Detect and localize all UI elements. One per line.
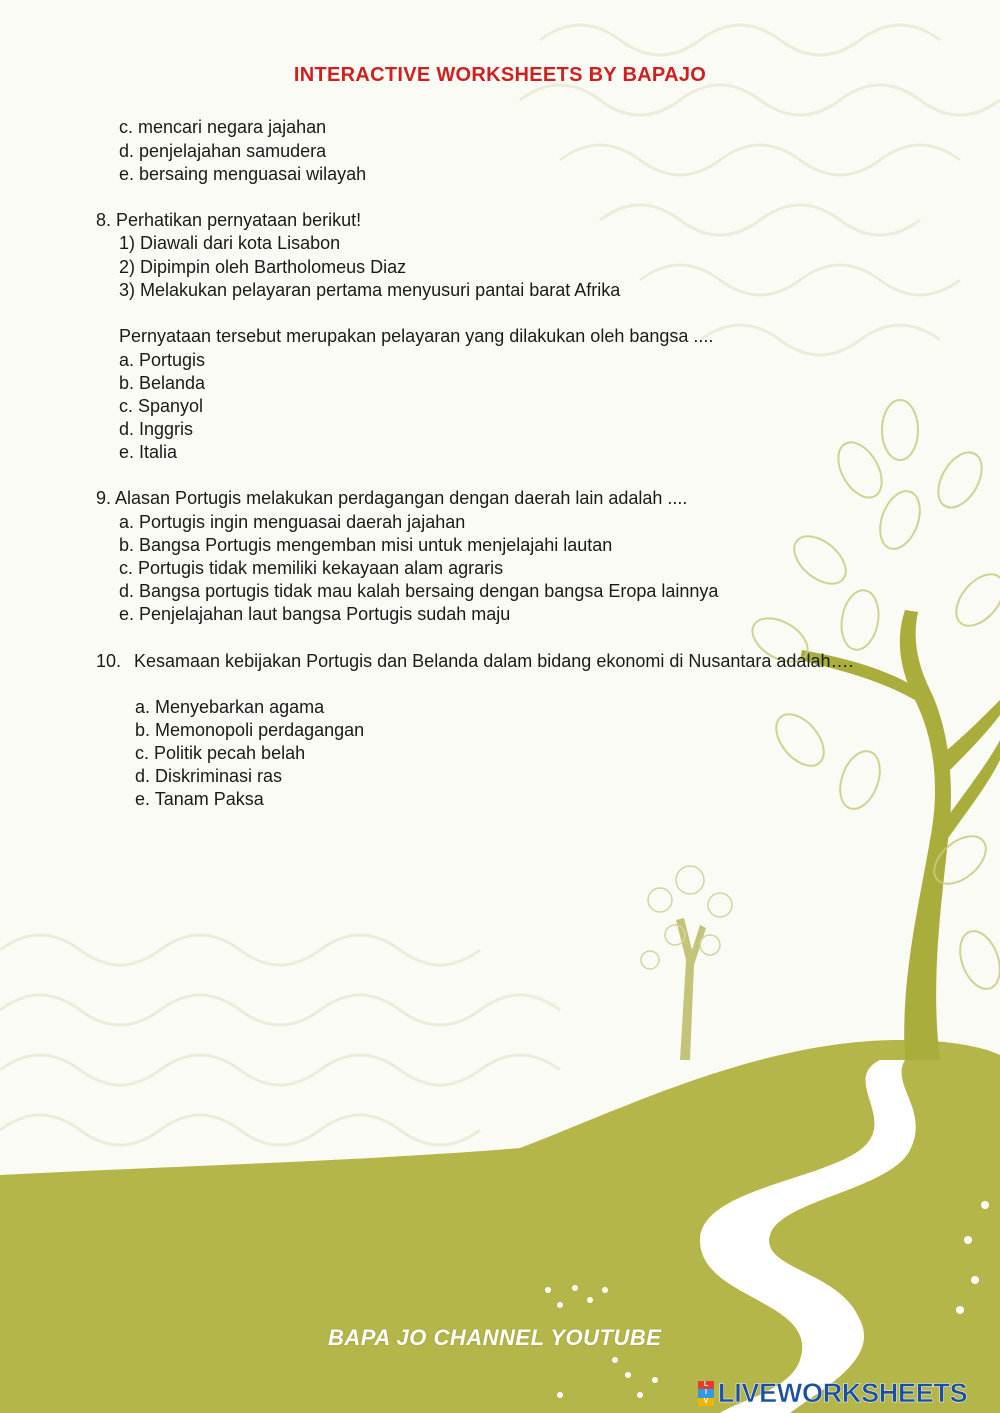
- q8-prompt: 8. Perhatikan pernyataan berikut!: [96, 210, 362, 230]
- q8-option-c: c. Spanyol: [119, 396, 204, 416]
- q7-option-e: e. bersaing menguasai wilayah: [119, 164, 367, 184]
- q9-option-b: b. Bangsa Portugis mengemban misi untuk menjelajahi lautan: [119, 535, 613, 555]
- worksheet-title: INTERACTIVE WORKSHEETS BY BAPAJO: [293, 64, 707, 86]
- channel-caption: BAPA JO CHANNEL YOUTUBE: [328, 1325, 662, 1350]
- q10-prompt: Kesamaan kebijakan Portugis dan Belanda dalam bidang ekonomi di Nusantara adalah….: [134, 651, 854, 671]
- q9-option-d: d. Bangsa portugis tidak mau kalah bersaing dengan bangsa Eropa lainnya: [119, 581, 719, 601]
- q10-option-b: b. Memonopoli perdagangan: [135, 720, 365, 740]
- q10-option-d: d. Diskriminasi ras: [135, 766, 283, 786]
- q8-statement-3: 3) Melakukan pelayaran pertama menyusuri pantai barat Afrika: [119, 280, 621, 300]
- q10-option-a: a. Menyebarkan agama: [135, 697, 325, 717]
- q8-statement-1: 1) Diawali dari kota Lisabon: [119, 233, 341, 253]
- q8-option-e: e. Italia: [119, 442, 178, 462]
- q8-option-d: d. Inggris: [119, 419, 194, 439]
- q8-statement-2: 2) Dipimpin oleh Bartholomeus Diaz: [119, 257, 407, 277]
- q8-option-b: b. Belanda: [119, 373, 206, 393]
- q8-option-a: a. Portugis: [119, 350, 206, 370]
- q7-option-d: d. penjelajahan samudera: [119, 141, 327, 161]
- q10-option-c: c. Politik pecah belah: [135, 743, 306, 763]
- liveworksheets-wordmark: LIVEWORKSHEETS: [718, 1378, 968, 1408]
- q9-option-a: a. Portugis ingin menguasai daerah jajahan: [119, 512, 466, 532]
- q10-option-e: e. Tanam Paksa: [135, 789, 264, 809]
- q8-question: Pernyataan tersebut merupakan pelayaran yang dilakukan oleh bangsa ....: [119, 326, 714, 346]
- big-tree-leaves: [745, 400, 1000, 994]
- q7-option-c: c. mencari negara jajahan: [119, 117, 327, 137]
- q9-prompt: 9. Alasan Portugis melakukan perdagangan dengan daerah lain adalah ....: [96, 488, 688, 508]
- q9-option-c: c. Portugis tidak memiliki kekayaan alam agraris: [119, 558, 504, 578]
- liveworksheets-badge-icon: L I V: [698, 1381, 714, 1407]
- q10-number: 10.: [96, 651, 122, 671]
- q9-option-e: e. Penjelajahan laut bangsa Portugis sudah maju: [119, 604, 511, 624]
- liveworksheets-logo[interactable]: [698, 1378, 967, 1409]
- q10-block: [96, 650, 904, 673]
